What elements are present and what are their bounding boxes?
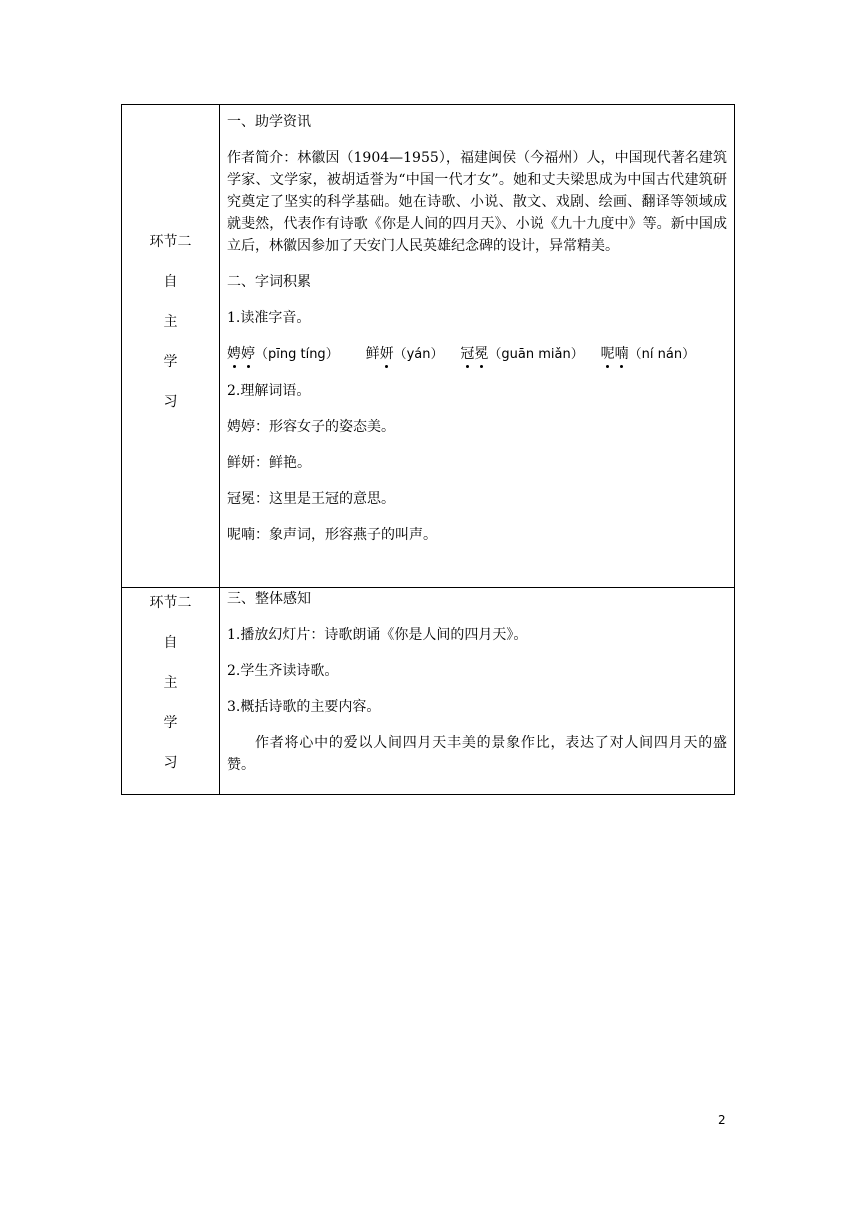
section-2-label-cell	[122, 588, 220, 795]
pinyin-text: （yán）	[393, 347, 444, 362]
pronunciation-entry-2: 鲜妍（yán）	[366, 346, 444, 362]
section-2-char-4: 习	[163, 755, 178, 771]
definition-1: 娉婷：形容女子的姿态美。	[227, 419, 395, 435]
section-2-char-1: 自	[163, 635, 178, 651]
heading-vocabulary: 二、字词积累	[227, 274, 311, 290]
dotted-char: 娉	[227, 343, 241, 365]
dotted-char: 冕	[474, 343, 488, 365]
pronunciation-entry-3	[460, 346, 583, 362]
pronunciation-entry-4	[601, 346, 695, 362]
pronunciation-line	[227, 343, 727, 366]
table-row-section-2	[122, 588, 735, 795]
perception-item-1: 1.播放幻灯片：诗歌朗诵《你是人间的四月天》。	[227, 627, 528, 643]
section-1-stage-title: 环节二	[149, 234, 192, 250]
section-2-char-3: 学	[163, 715, 178, 731]
section-1-char-2: 主	[163, 314, 178, 330]
page-number: 2	[718, 1113, 726, 1127]
dotted-char: 妍	[380, 343, 394, 365]
definition-3: 冠冕：这里是王冠的意思。	[227, 491, 395, 507]
section-1-content-cell	[220, 105, 735, 588]
summary-paragraph: 作者将心中的爱以人间四月天丰美的景象作比，表达了对人间四月天的盛赞。	[227, 735, 727, 773]
pinyin-text: （ní nán）	[628, 347, 696, 362]
dotted-char: 呢	[601, 343, 615, 365]
understand-words-label: 2.理解词语。	[227, 383, 311, 399]
dotted-char: 婷	[241, 343, 255, 365]
table-row-section-1	[122, 105, 735, 588]
dotted-char: 喃	[615, 343, 629, 365]
pronunciation-item-label: 1.读准字音。	[227, 310, 311, 326]
perception-item-3: 3.概括诗歌的主要内容。	[227, 699, 381, 715]
section-2-stage-title: 环节二	[149, 595, 192, 611]
definition-4: 呢喃：象声词，形容燕子的叫声。	[227, 527, 437, 543]
section-2-char-2: 主	[163, 675, 178, 691]
pinyin-text: （pīng tíng）	[255, 347, 339, 362]
heading-overall-perception: 三、整体感知	[227, 591, 311, 607]
pronunciation-entry-1	[227, 346, 339, 362]
section-1-label-cell	[122, 105, 220, 588]
section-2-content-cell	[220, 588, 735, 795]
lesson-table	[121, 104, 735, 795]
pinyin-text: （guān miǎn）	[488, 347, 584, 362]
perception-item-2: 2.学生齐读诗歌。	[227, 663, 339, 679]
section-1-char-3: 学	[163, 354, 178, 370]
dotted-char: 冠	[460, 343, 474, 365]
definition-2: 鲜妍：鲜艳。	[227, 455, 311, 471]
section-1-char-4: 习	[163, 394, 178, 410]
heading-study-info: 一、助学资讯	[227, 114, 311, 130]
author-intro-paragraph: 作者简介：林徽因（1904—1955），福建闽侯（今福州）人，中国现代著名建筑学家、文学家，被胡适誉为“中国一代才女”。她和丈夫梁思成为中国古代建筑研究奠定了坚实的科学基础。她在诗歌、小说、散文、戏剧、绘画、翻译等领域成就斐然，代表作有诗歌《你是人间的四月天》、小说《九十九度中》等。新中国成立后，林徽因参加了天安门人民英雄纪念碑的设计，异常精美。	[227, 150, 727, 254]
section-1-char-1: 自	[163, 274, 178, 290]
